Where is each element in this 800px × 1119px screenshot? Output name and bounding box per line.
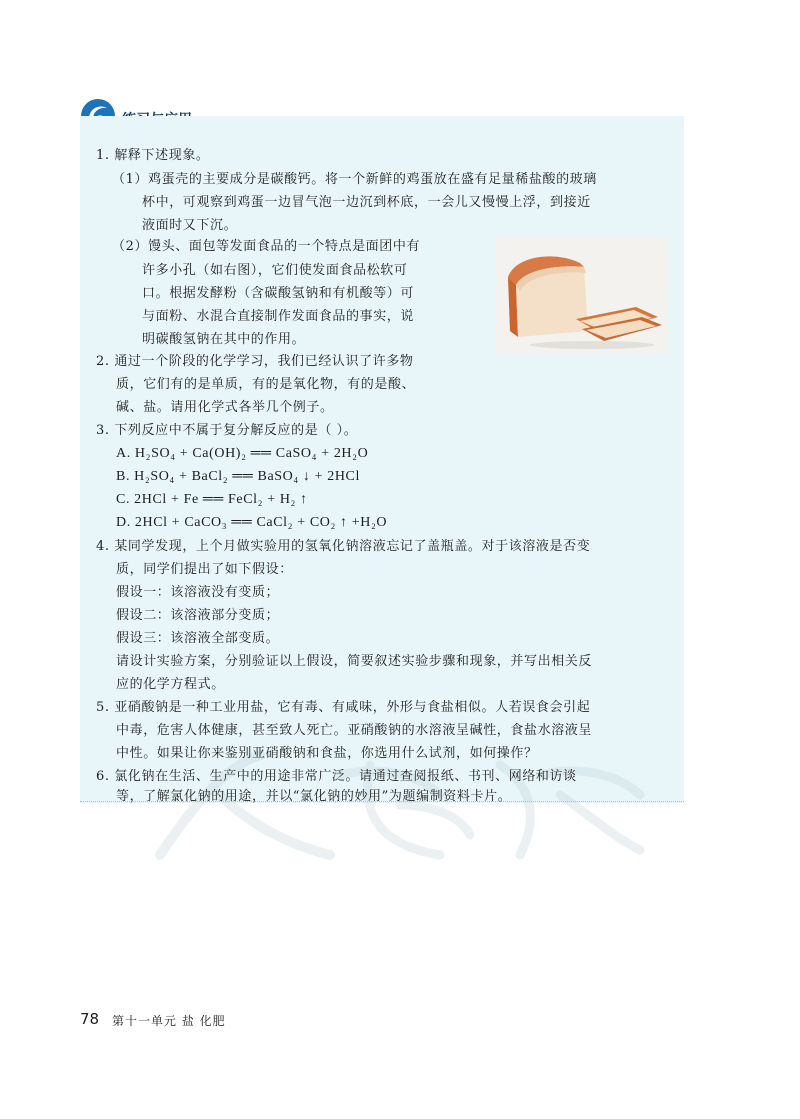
q1-part1-line3: 液面时又下沉。 xyxy=(142,218,238,233)
q6-line2: 等，了解氯化钠的用途，并以“氯化钠的妙用”为题编制资料卡片。 xyxy=(116,789,512,804)
q2-line3: 碱、盐。请用化学式各举几个例子。 xyxy=(116,400,334,415)
q1-title: 1. 解释下述现象。 xyxy=(96,148,210,163)
q1-part1-line1: （1）鸡蛋壳的主要成分是碳酸钙。将一个新鲜的鸡蛋放在盛有足量稀盐酸的玻璃 xyxy=(112,172,597,187)
q1-part2-line3: 口。根据发酵粉（含碳酸氢钠和有机酸等）可 xyxy=(142,286,415,301)
unit-title: 第十一单元 盐 化肥 xyxy=(112,1014,226,1028)
q1-part2-line2: 许多小孔（如右图），它们使发面食品松软可 xyxy=(142,263,408,278)
q4-line1: 4. 某同学发现，上个月做实验用的氢氧化钠溶液忘记了盖瓶盖。对于该溶液是否变 xyxy=(96,539,591,554)
q2-line1: 2. 通过一个阶段的化学学习，我们已经认识了许多物 xyxy=(96,354,414,369)
q5-line1: 5. 亚硝酸钠是一种工业用盐，它有毒、有咸味，外形与食盐相似。人若误食会引起 xyxy=(96,700,591,715)
q1-part2-line5: 明碳酸氢钠在其中的作用。 xyxy=(142,332,306,347)
q4-line4: 假设二：该溶液部分变质； xyxy=(116,608,280,623)
q4-line2: 质，同学们提出了如下假设： xyxy=(116,562,293,577)
q4-line5: 假设三：该溶液全部变质。 xyxy=(116,631,280,646)
q1-part2-line1: （2）馒头、面包等发面食品的一个特点是面团中有 xyxy=(112,239,421,254)
q3-title: 3. 下列反应中不属于复分解反应的是（ ）。 xyxy=(96,423,358,438)
q5-line3: 中性。如果让你来鉴别亚硝酸钠和食盐，你选用什么试剂，如何操作？ xyxy=(116,746,538,761)
q3-option-d: D. 2HCl + CaCO₃ ══ CaCl₂ + CO₂ ↑ +H₂O xyxy=(116,515,388,530)
q4-line6: 请设计实验方案，分别验证以上假设，简要叙述实验步骤和现象，并写出相关反 xyxy=(116,654,593,669)
q5-line2: 中毒，危害人体健康，甚至致人死亡。亚硝酸钠的水溶液呈碱性，食盐水溶液呈 xyxy=(116,723,593,738)
q4-line3: 假设一：该溶液没有变质； xyxy=(116,585,280,600)
q3-option-b: B. H₂SO₄ + BaCl₂ ══ BaSO₄ ↓ + 2HCl xyxy=(116,469,360,484)
q3-option-a: A. H₂SO₄ + Ca(OH)₂ ══ CaSO₄ + 2H₂O xyxy=(116,446,369,461)
q1-part1-line2: 杯中，可观察到鸡蛋一边冒气泡一边沉到杯底，一会儿又慢慢上浮，到接近 xyxy=(142,195,591,210)
q2-line2: 质，它们有的是单质，有的是氧化物，有的是酸、 xyxy=(116,377,416,392)
q1-part2-line4: 与面粉、水混合直接制作发面食品的事实，说 xyxy=(142,309,415,324)
q3-option-c: C. 2HCl + Fe ══ FeCl₂ + H₂ ↑ xyxy=(116,492,308,507)
q4-line7: 应的化学方程式。 xyxy=(116,677,225,692)
bread-photo xyxy=(496,237,668,354)
page-number: 78 xyxy=(80,1010,100,1028)
q6-line1: 6. 氯化钠在生活、生产中的用途非常广泛。请通过查阅报纸、书刊、网络和访谈 xyxy=(96,769,577,784)
